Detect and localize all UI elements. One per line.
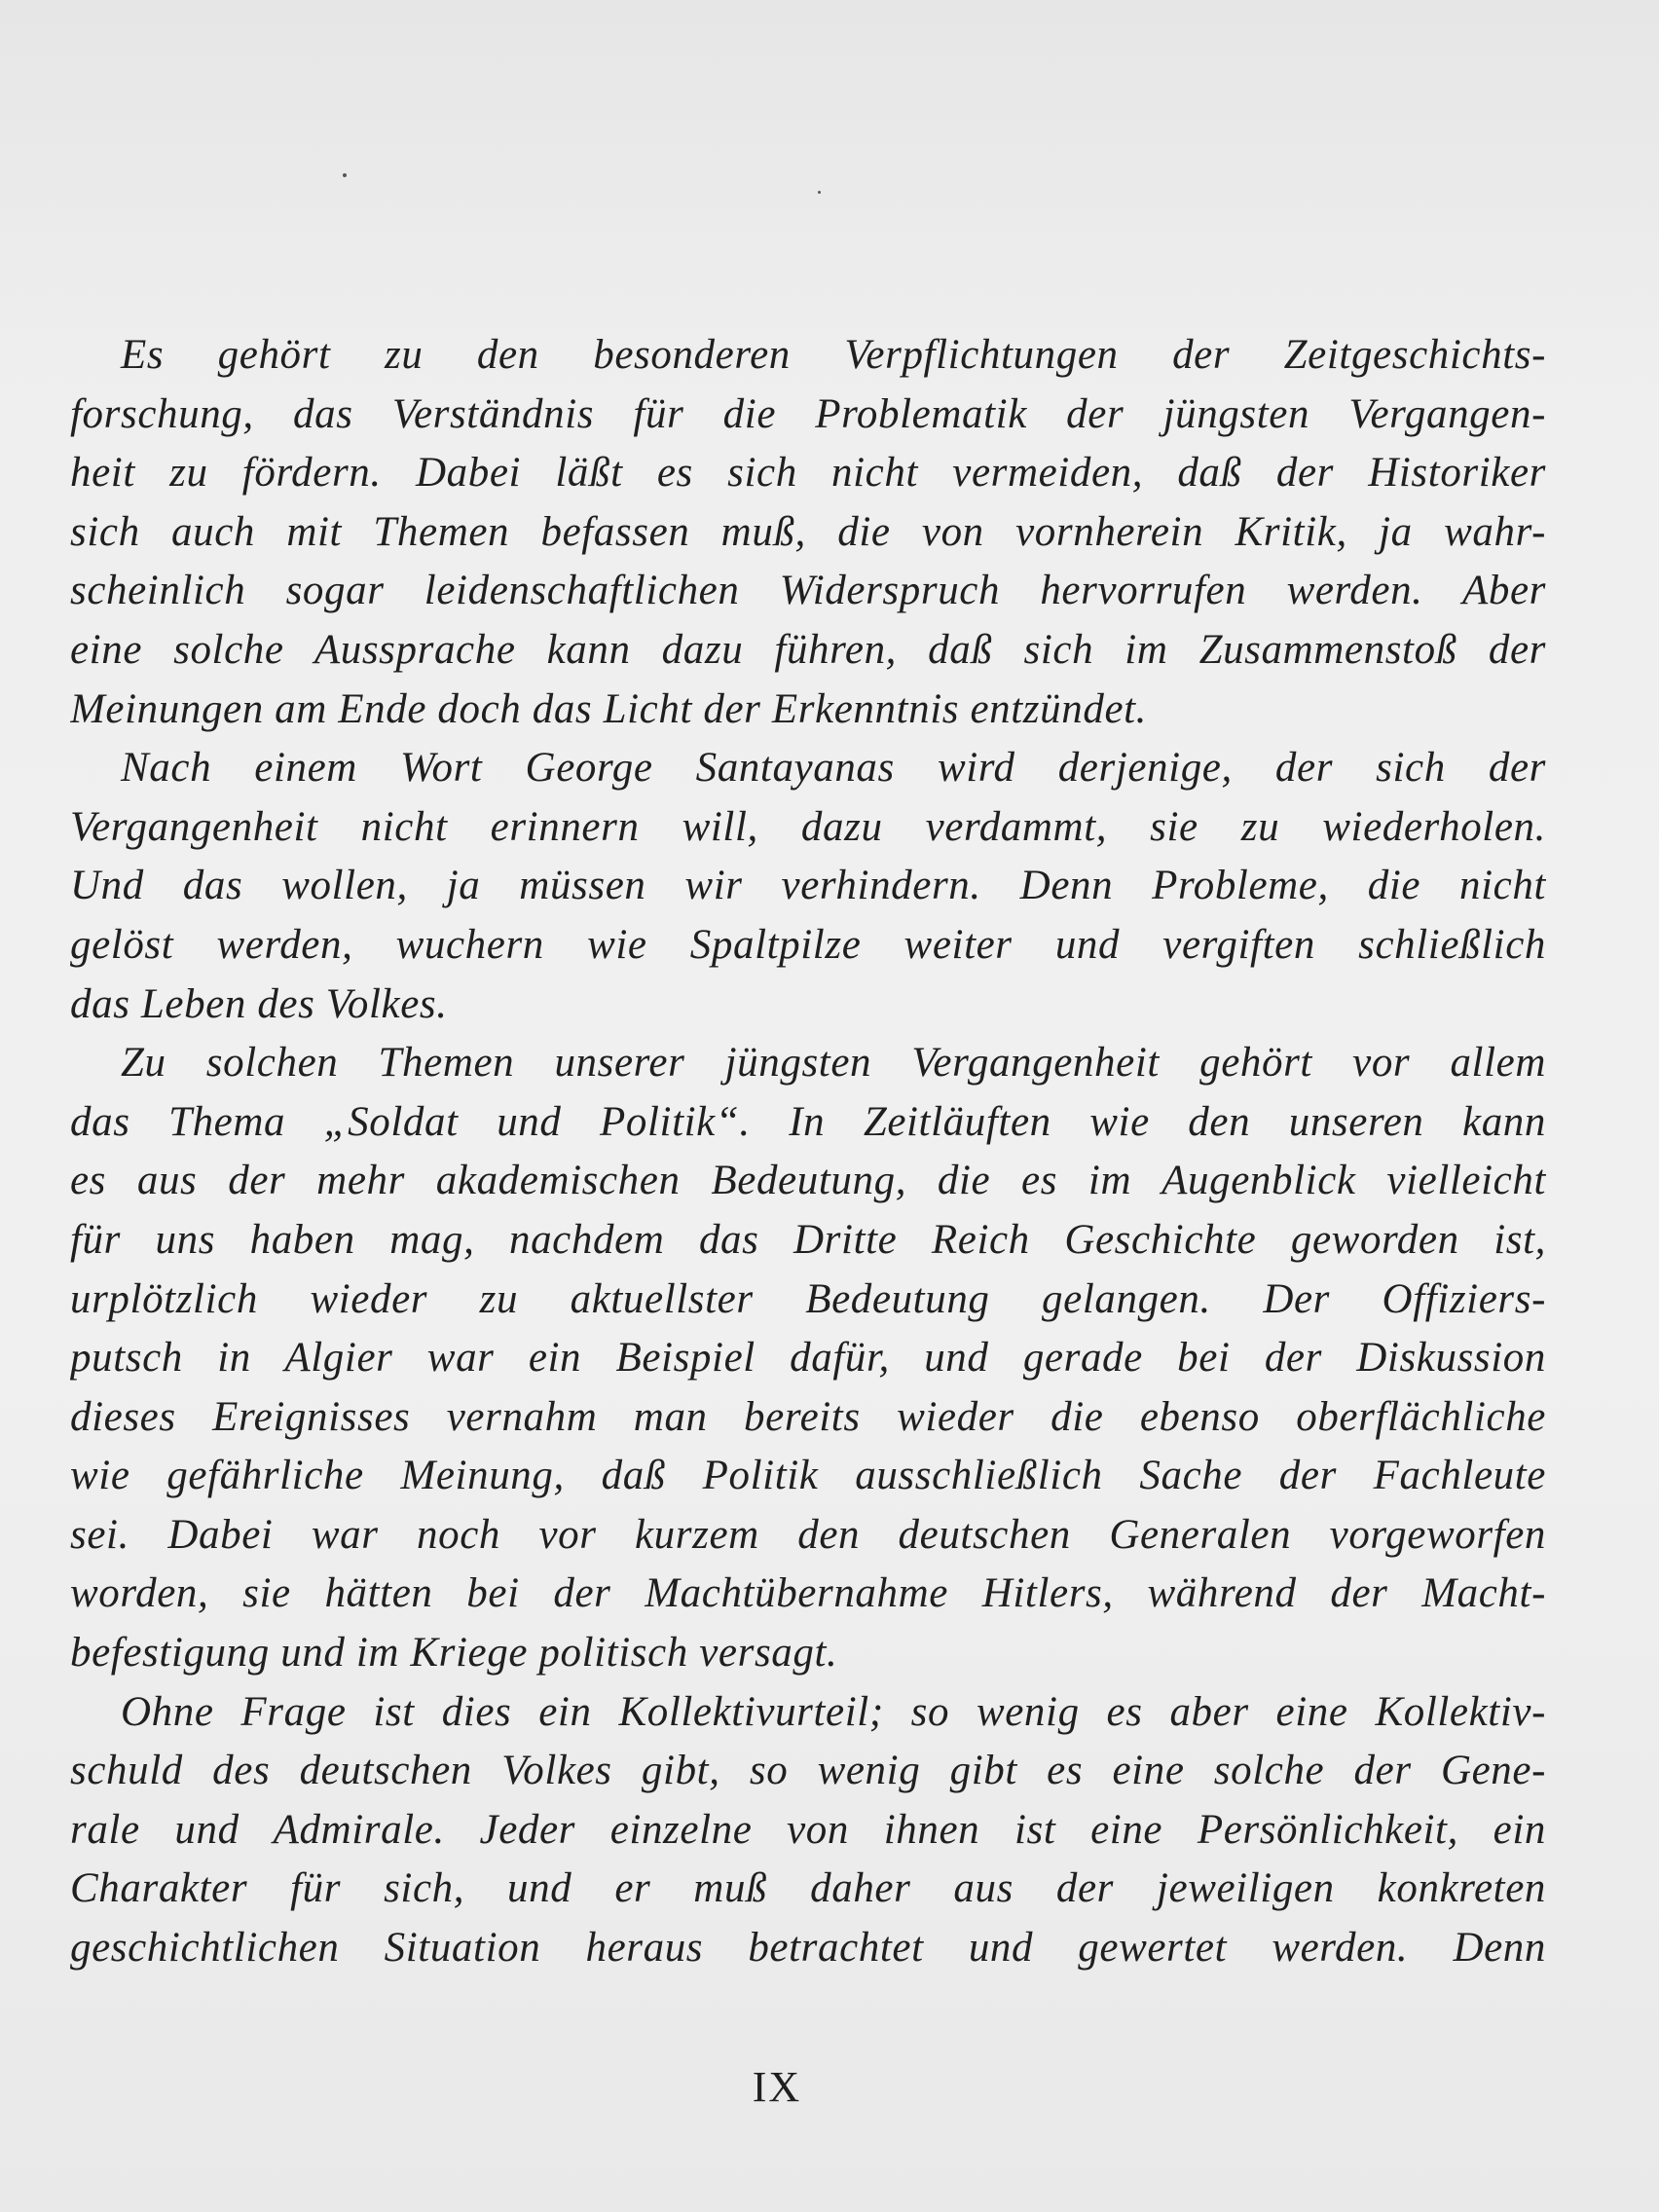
text-line: dieses Ereignisses vernahm man bereits wieder die ebenso oberflächliche bbox=[70, 1393, 1546, 1440]
text-line: Vergangenheit nicht erinnern will, dazu verdammt, sie zu wiederholen. bbox=[70, 803, 1546, 850]
text-line: Nach einem Wort George Santayanas wird derjenige, der sich der bbox=[121, 745, 1546, 792]
body-text bbox=[70, 326, 1546, 1978]
text-line: geschichtlichen Situation heraus betrachtet und gewertet werden. Denn bbox=[70, 1925, 1546, 1972]
text-line: sich auch mit Themen befassen muß, die von vornherein Kritik, ja wahr- bbox=[70, 508, 1546, 555]
show-through-text bbox=[370, 0, 1636, 51]
text-line: Es gehört zu den besonderen Verpflichtungen der Zeitgeschichts- bbox=[121, 332, 1546, 378]
text-line: eine solche Aussprache kann dazu führen, daß sich im Zusammenstoß der bbox=[70, 626, 1546, 673]
text-line: heit zu fördern. Dabei läßt es sich nicht vermeiden, daß der Historiker bbox=[70, 450, 1546, 497]
text-line: Meinungen am Ende doch das Licht der Erkenntnis entzündet. bbox=[70, 685, 1148, 732]
text-line: für uns haben mag, nachdem das Dritte Reich Geschichte geworden ist, bbox=[70, 1216, 1546, 1263]
text-line: rale und Admirale. Jeder einzelne von ihnen ist eine Persönlichkeit, ein bbox=[70, 1806, 1546, 1853]
ink-speck bbox=[343, 173, 347, 177]
text-line: gelöst werden, wuchern wie Spaltpilze weiter und vergiften schließlich bbox=[70, 921, 1546, 968]
text-line: sei. Dabei war noch vor kurzem den deutschen Generalen vorgeworfen bbox=[70, 1511, 1546, 1558]
ink-speck bbox=[818, 191, 821, 194]
text-line: Ohne Frage ist dies ein Kollektivurteil; so wenig es aber eine Kollektiv- bbox=[121, 1688, 1546, 1735]
page-number: IX bbox=[752, 2063, 802, 2111]
text-line: urplötzlich wieder zu aktuellster Bedeutung gelangen. Der Offiziers- bbox=[70, 1275, 1546, 1322]
text-line: es aus der mehr akademischen Bedeutung, die es im Augenblick vielleicht bbox=[70, 1158, 1546, 1204]
text-line: forschung, das Verständnis für die Problematik der jüngsten Vergangen- bbox=[70, 390, 1546, 437]
text-line: Und das wollen, ja müssen wir verhindern. Denn Probleme, die nicht bbox=[70, 863, 1546, 909]
text-line: putsch in Algier war ein Beispiel dafür, und gerade bei der Diskussion bbox=[70, 1335, 1546, 1382]
text-line: schuld des deutschen Volkes gibt, so wenig gibt es eine solche der Gene- bbox=[70, 1748, 1546, 1794]
text-line: worden, sie hätten bei der Machtübernahme Hitlers, während der Macht- bbox=[70, 1570, 1546, 1617]
text-line: scheinlich sogar leidenschaftlichen Widerspruch hervorrufen werden. Aber bbox=[70, 568, 1546, 614]
text-line: wie gefährliche Meinung, daß Politik ausschließlich Sache der Fachleute bbox=[70, 1453, 1546, 1499]
text-line: Zu solchen Themen unserer jüngsten Vergangenheit gehört vor allem bbox=[121, 1040, 1546, 1087]
text-line: Charakter für sich, und er muß daher aus der jeweiligen konkreten bbox=[70, 1865, 1546, 1912]
text-line: befestigung und im Kriege politisch versagt. bbox=[70, 1630, 838, 1677]
text-line: das Thema „Soldat und Politik“. In Zeitläuften wie den unseren kann bbox=[70, 1098, 1546, 1145]
text-line: das Leben des Volkes. bbox=[70, 980, 448, 1027]
